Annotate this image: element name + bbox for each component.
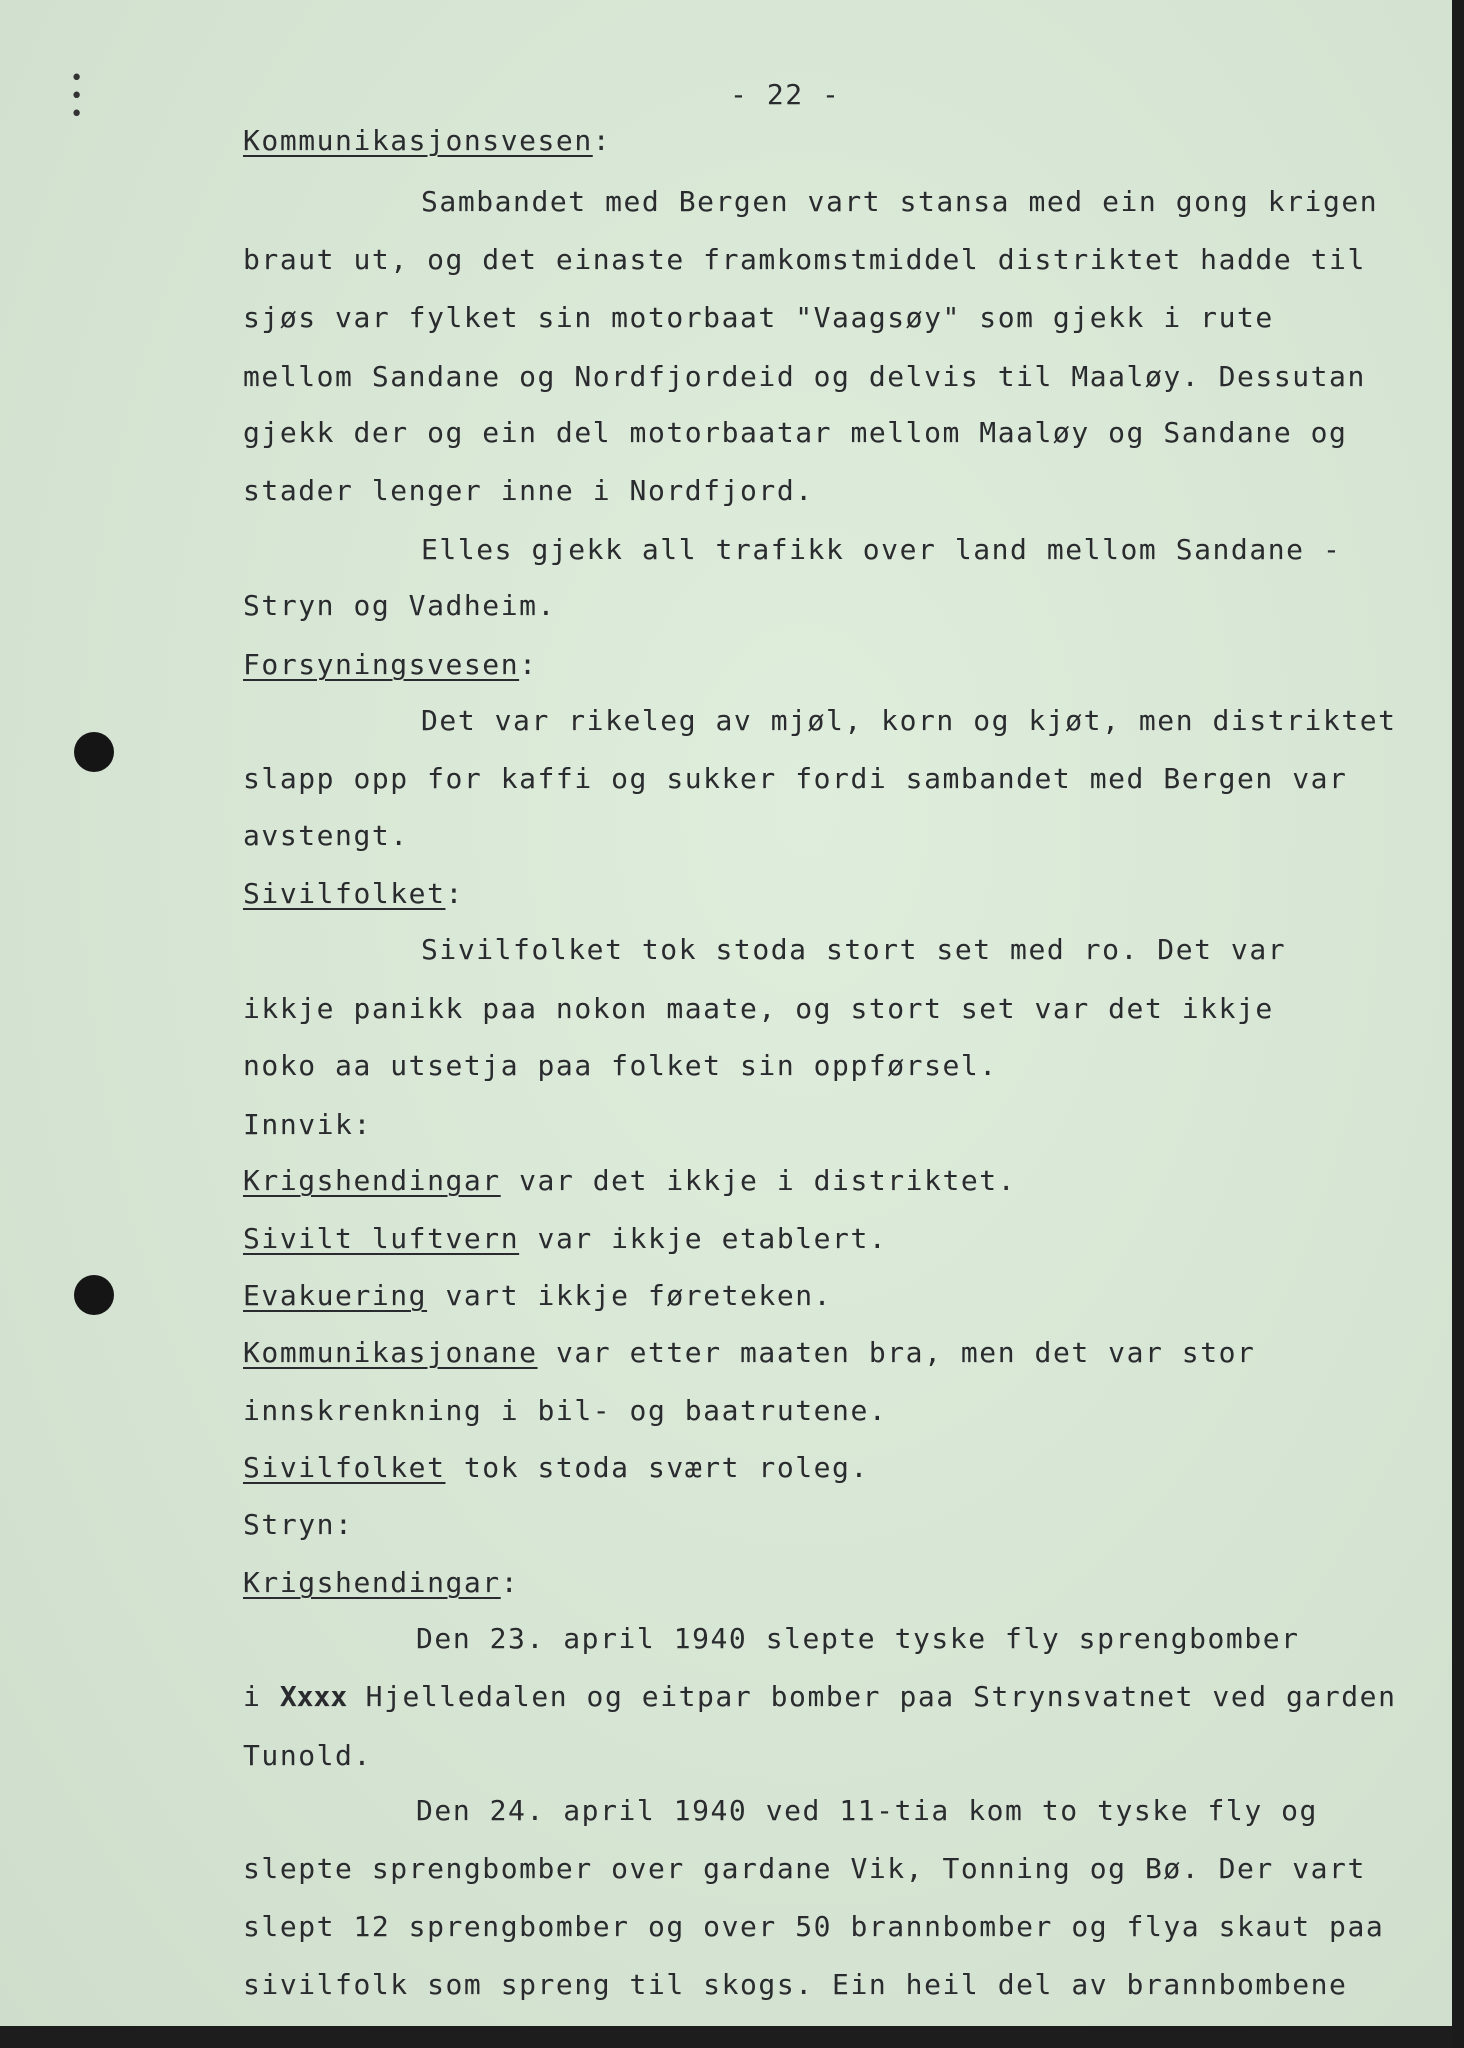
- section-heading: Forsyningsvesen: [243, 648, 520, 681]
- line-text: var det ikkje i distriktet.: [500, 1164, 1017, 1197]
- line-text: slapp opp for kaffi og sukker fordi sambandet med Bergen var: [243, 762, 1348, 795]
- section-heading: Krigshendingar: [243, 1566, 501, 1599]
- text-line: [243, 1566, 519, 1599]
- text-line: [243, 1508, 353, 1541]
- section-heading: Krigshendingar: [243, 1164, 501, 1197]
- line-text: :: [500, 1566, 520, 1599]
- struck-out-word: Xxxx: [279, 1680, 348, 1713]
- text-line: [243, 1680, 1397, 1713]
- line-text: Innvik:: [243, 1108, 372, 1141]
- line-text: gjekk der og ein del motorbaatar mellom Maaløy og Sandane og: [243, 416, 1348, 449]
- text-line: [243, 1108, 372, 1141]
- ink-specks: • • •: [70, 66, 84, 127]
- text-line: [243, 1739, 372, 1772]
- line-text: Sivilfolket tok stoda stort set med ro. Det var: [421, 933, 1287, 966]
- line-text: sjøs var fylket sin motorbaat "Vaagsøy" som gjekk i rute: [243, 301, 1274, 334]
- line-text: mellom Sandane og Nordfjordeid og delvis til Maaløy. Dessutan: [243, 360, 1366, 393]
- text-line: [243, 1394, 887, 1427]
- line-text: braut ut, og det einaste framkomstmiddel distriktet hadde til: [243, 243, 1366, 276]
- line-text: var ikkje etablert.: [519, 1222, 888, 1255]
- section-heading: Kommunikasjonane: [243, 1336, 538, 1369]
- text-line: [243, 1336, 1255, 1369]
- punch-hole-lower: [74, 1275, 114, 1315]
- punch-hole-upper: [74, 732, 114, 772]
- text-line: [421, 533, 1341, 566]
- section-heading: Evakuering: [243, 1279, 428, 1312]
- line-text: ikkje panikk paa nokon maate, og stort set var det ikkje: [243, 992, 1274, 1025]
- section-heading: Kommunikasjonsvesen: [243, 124, 593, 157]
- text-line: [243, 648, 538, 681]
- line-text: Den 23. april 1940 slepte tyske fly sprengbomber: [416, 1622, 1300, 1655]
- text-line: [243, 762, 1347, 795]
- line-text: Det var rikeleg av mjøl, korn og kjøt, men distriktet: [421, 704, 1397, 737]
- text-line: [416, 1794, 1318, 1827]
- line-text: slept 12 sprengbomber og over 50 brannbomber og flya skaut paa: [243, 1910, 1385, 1943]
- line-text: vart ikkje føreteken.: [427, 1279, 833, 1312]
- text-line: [421, 185, 1378, 218]
- page-number: - 22 -: [730, 78, 841, 111]
- section-heading: Sivilt luftvern: [243, 1222, 520, 1255]
- line-text: avstengt.: [243, 819, 409, 852]
- text-line: [243, 819, 409, 852]
- line-text: Sambandet med Bergen vart stansa med ein gong krigen: [421, 185, 1379, 218]
- line-prefix: i: [243, 1680, 280, 1713]
- line-text: Elles gjekk all trafikk over land mellom Sandane -: [421, 533, 1342, 566]
- line-text: :: [592, 124, 612, 157]
- text-line: [243, 992, 1274, 1025]
- text-line: [243, 877, 464, 910]
- line-text: tok stoda svært roleg.: [445, 1451, 869, 1484]
- line-text: Stryn og Vadheim.: [243, 589, 556, 622]
- text-line: [421, 704, 1397, 737]
- line-text: Tunold.: [243, 1739, 372, 1772]
- text-line: [243, 1910, 1384, 1943]
- text-line: [243, 1451, 869, 1484]
- text-line: [243, 360, 1366, 393]
- scan-border: [1452, 0, 1464, 2048]
- text-line: [243, 124, 611, 157]
- text-line: [243, 589, 556, 622]
- line-text: noko aa utsetja paa folket sin oppførsel.: [243, 1049, 998, 1082]
- line-text: :: [445, 877, 464, 910]
- line-text: Stryn:: [243, 1508, 354, 1541]
- line-text: Den 24. april 1940 ved 11-tia kom to tyske fly og: [416, 1794, 1318, 1827]
- text-line: [243, 1852, 1366, 1885]
- line-text: sivilfolk som spreng til skogs. Ein heil del av brannbombene: [243, 1968, 1348, 2001]
- text-line: [421, 933, 1286, 966]
- line-text: Hjelledalen og eitpar bomber paa Strynsvatnet ved garden: [347, 1680, 1397, 1713]
- text-line: [243, 1164, 1016, 1197]
- section-heading: Sivilfolket: [243, 1451, 446, 1484]
- text-line: [243, 1049, 998, 1082]
- text-line: [243, 243, 1366, 276]
- text-line: [243, 1968, 1347, 2001]
- line-text: stader lenger inne i Nordfjord.: [243, 474, 814, 507]
- text-line: [243, 416, 1347, 449]
- line-text: slepte sprengbomber over gardane Vik, Tonning og Bø. Der vart: [243, 1852, 1366, 1885]
- text-line: [243, 301, 1274, 334]
- line-text: :: [519, 648, 538, 681]
- text-line: [243, 1279, 832, 1312]
- section-heading: Sivilfolket: [243, 877, 446, 910]
- text-line: [416, 1622, 1300, 1655]
- line-text: var etter maaten bra, men det var stor: [537, 1336, 1256, 1369]
- text-line: [243, 474, 814, 507]
- text-line: [243, 1222, 887, 1255]
- line-text: innskrenkning i bil- og baatrutene.: [243, 1394, 888, 1427]
